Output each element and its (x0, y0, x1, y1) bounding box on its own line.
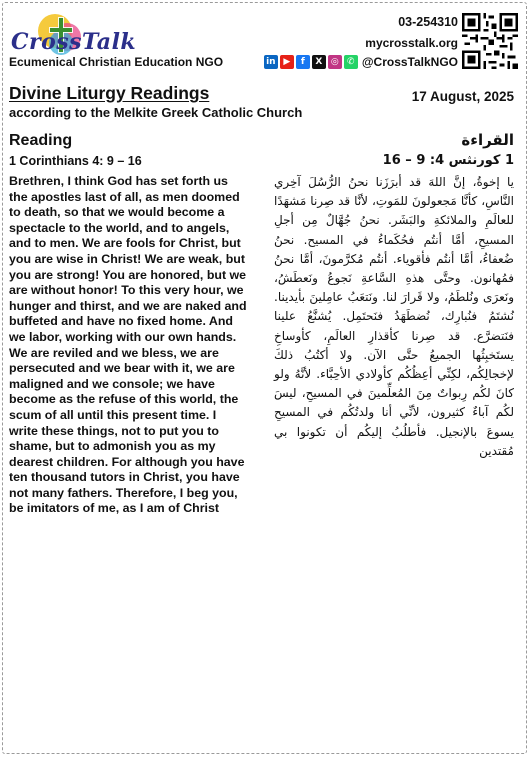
facebook-icon[interactable]: f (296, 55, 310, 69)
social-handle[interactable]: @CrossTalkNGO (361, 55, 458, 69)
section-heading-en: Reading (9, 132, 73, 149)
reading-card (2, 2, 527, 754)
instagram-icon[interactable]: ◎ (328, 55, 342, 69)
linkedin-icon[interactable]: in (264, 55, 278, 69)
org-name: Ecumenical Christian Education NGO (9, 55, 224, 69)
page-title: Divine Liturgy Readings (9, 83, 210, 103)
reading-text-en: Brethren, I think God has set forth us the apostles last of all, as men doomed to death, so that we would become a spectacle to the world, and to angels, and to men. We are fools for Christ, but you are wise in Christ! We are weak, but you are strong! You are honored, but we are without honor! To this very hour, we hunger and thirst, and we are naked and buffeted and have no fixed home. And we labor, working with our own hands. We are reviled and we bless, we are persecuted and we bear with it, we are maligned and we console; we have become as the refuse of this world, the scum of all until this present time. I write these things, not to put you to shame, but to admonish you as my dearest children. For although you have ten thousand tutors in Christ, you have not many fathers. Therefore, I beg you, be imitators of me, as I am of Christ (9, 174, 247, 516)
whatsapp-icon[interactable]: ✆ (344, 55, 358, 69)
crosstalk-logo (9, 13, 137, 57)
youtube-icon[interactable]: ▶ (280, 55, 294, 69)
phone-number: 03-254310 (398, 15, 458, 29)
section-heading-ar: القراءة (461, 131, 514, 149)
website-link[interactable]: mycrosstalk.org (365, 36, 458, 50)
social-bar (264, 55, 458, 69)
qr-code-icon (462, 13, 518, 69)
scripture-reference-en: 1 Corinthians 4: 9 – 16 (9, 154, 142, 168)
reading-text-ar: يا إخوةُ، إنَّ اللهَ قد أبرَزَنا نحنُ الرُّسُلَ آخِري النَّاسِ، كأنَّا مَجعولونَ للمَوتِ، لأنَّا قد صِرنا مَشهَدًا للعالَمِ والملائكةِ والبَشَر. نحنُ جُهَّالٌ مِن أجلِ المسيحِ، أمَّا أنتُم فحُكَماءُ في المسيح. نحنُ ضُعفاءُ، أمَّا أنتُم فأقوياء. أنتُم مُكرَّمونَ، أمَّا نحنُ فمُهانون. وحتَّى هذهِ السَّاعةِ نَجوعُ ونَعطَشُ، ونَعرَى ونُلطَمُ، ولا قَرارَ لنا. ونَتعَبُ عامِلينَ بأيدينا. نُشتَمُ فنُبارِك، نُضطَهَدُ فنَحتَمِل. يُشنَّعُ علينا فنَتضرَّع. قد صِرنا كأقذارِ العالَمِ، كأوساخِ يستَخبِثُها الجميعُ حتَّى الآن. ولا أكتُبُ ذلكَ لإخجالِكُم، لكِنِّي أعِظُكُم كأولادي الأحِبَّاء. لأنَّهُ ولو كانَ لكُم رِبواتٌ مِنَ المُعلِّمينَ في المسيحِ، ليسَ لكُم آباءٌ كثيرون، لأنِّي أنا ولدتُكُم في المسيحِ يسوعَ بالإنجيل. فأطلُبُ إليكُم أن تكونوا بي مُقتدين (274, 175, 514, 458)
x-icon[interactable]: X (312, 55, 326, 69)
page-subtitle: according to the Melkite Greek Catholic Church (9, 105, 303, 120)
logo-text: CrossTalk (11, 29, 137, 55)
reading-date: 17 August, 2025 (411, 89, 514, 104)
scripture-reference-ar: 1 كورنثس 4: 9 – 16 (382, 153, 514, 168)
